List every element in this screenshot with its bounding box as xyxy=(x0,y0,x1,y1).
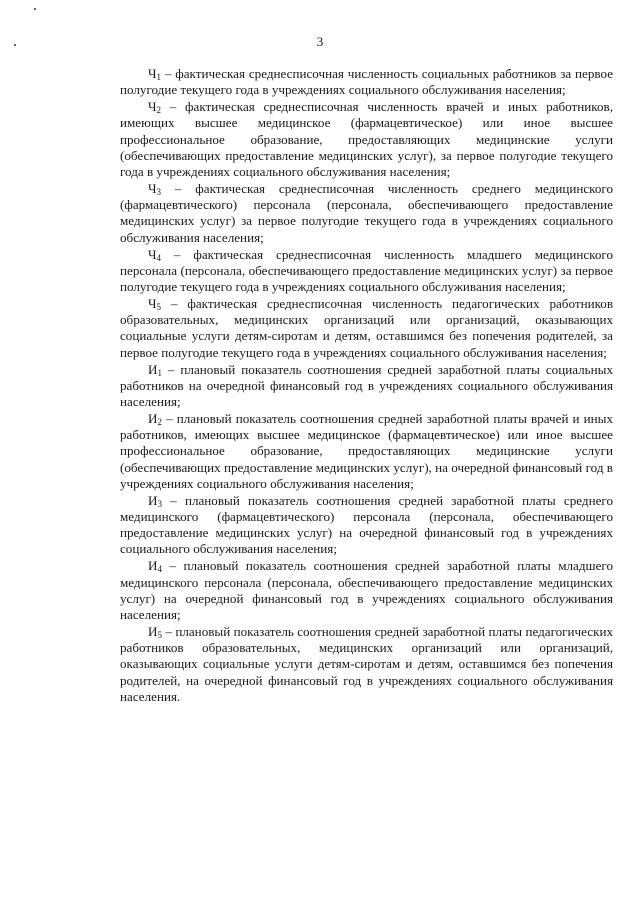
definition-text: фактическая среднесписочная численность младшего медицинского персонала (персонала, обеспечивающего предоставление медицинских услуг) за первое полугодие текущего года в учреждениях социального обслуживания населения; xyxy=(120,246,613,295)
definition-text: фактическая среднесписочная численность врачей и иных работников, имеющих высшее медицинское (фармацевтическое) или иное высшее профессиональное образование, предоставляющих медицинские услуги (обеспечивающих предоставление медицинских услуг), за первое полугодие текущего года в учреждениях социального обслуживания населения; xyxy=(120,99,613,180)
definition-text: плановый показатель соотношения средней заработной платы социальных работников на очередной финансовый год в учреждениях социального обслуживания населения; xyxy=(120,361,614,410)
page-number: 3 xyxy=(316,34,324,49)
symbol: $Ч_1$ xyxy=(148,66,162,82)
symbol: $И_2$ xyxy=(148,411,162,428)
symbol: $Ч_3$ xyxy=(148,181,162,198)
definition-ch2: $Ч_2$ – фактическая среднесписочная численность врачей и иных работников, имеющих высшее медицинское (фармацевтическое) или иное высшее профессиональное образование, предоставляющих медицинские услуги (обеспечивающих предоставление медицинских услуг), за первое полугодие текущего года в учреждениях социального обслуживания населения; xyxy=(120,99,613,180)
symbol: $Ч_2$ xyxy=(148,99,162,116)
definition-i1: $И_1$ – плановый показатель соотношения средней заработной платы социальных работников на очередной финансовый год в учреждениях социального обслуживания населения; xyxy=(120,361,614,410)
definition-text: фактическая среднесписочная численность педагогических работников образовательных, медицинских организаций или организаций, оказывающих социальные услуги детям-сиротам и детям, оставшимся без попечения родителей, за первое полугодие текущего года в учреждениях социального обслуживания населения; xyxy=(120,296,614,360)
definition-text: плановый показатель соотношения средней заработной платы врачей и иных работников, имеющих высшее медицинское (фармацевтическое) или иное высшее профессиональное образование, предоставляющих медицинские услуги (обеспечивающих предоставление медицинских услуг), на очередной финансовый год в учреждениях социального обслуживания населения; xyxy=(120,411,614,491)
symbol: $Ч_5$ xyxy=(148,296,162,313)
definition-text: фактическая среднесписочная численность среднего медицинского (фармацевтического) персонала (персонала, обеспечивающего предоставление медицинских услуг) за первое полугодие текущего года в учреждениях социального обслуживания населения; xyxy=(120,181,614,245)
scan-speck xyxy=(34,8,36,10)
document-body xyxy=(120,66,613,706)
symbol: $И_4$ xyxy=(148,558,162,575)
definition-ch5: $Ч_5$ – фактическая среднесписочная численность педагогических работников образовательных, медицинских организаций или организаций, оказывающих социальные услуги детям-сиротам и детям, оставшимся без попечения родителей, за первое полугодие текущего года в учреждениях социального обслуживания населения; xyxy=(120,296,614,360)
definition-ch3: $Ч_3$ – фактическая среднесписочная численность среднего медицинского (фармацевтического) персонала (персонала, обеспечивающего предоставление медицинских услуг) за первое полугодие текущего года в учреждениях социального обслуживания населения; xyxy=(120,181,614,245)
definition-ch1: $Ч_1$ – фактическая среднесписочная численность социальных работников за первое полугодие текущего года в учреждениях социального обслуживания населения; xyxy=(120,66,614,98)
definition-i3: $И_3$ – плановый показатель соотношения средней заработной платы среднего медицинского (фармацевтического) персонала (персонала, обеспечивающего предоставление медицинских услуг) на очередной финансовый год в учреждениях социального обслуживания населения; xyxy=(120,492,613,557)
symbol: $И_1$ xyxy=(148,361,162,378)
definition-i5: $И_5$ – плановый показатель соотношения средней заработной платы педагогических работников образовательных, медицинских организаций или организаций, оказывающих социальные услуги детям-сиротам и детям, оставшимся без попечения родителей, на очередной финансовый год в учреждениях социального обслуживания населения. xyxy=(120,624,613,704)
definition-i4: $И_4$ – плановый показатель соотношения средней заработной платы младшего медицинского персонала (персонала, обеспечивающего предоставление медицинских услуг) на очередной финансовый год в учреждениях социального обслуживания населения; xyxy=(120,558,613,623)
definition-text: фактическая среднесписочная численность социальных работников за первое полугодие текущего года в учреждениях социального обслуживания населения; xyxy=(120,66,614,98)
definition-text: плановый показатель соотношения средней заработной платы младшего медицинского персонала (персонала, обеспечивающего предоставление медицинских услуг) на очередной финансовый год в учреждениях социального обслуживания населения; xyxy=(120,558,613,623)
symbol: $И_3$ xyxy=(148,492,162,509)
symbol: $И_5$ xyxy=(148,624,162,641)
symbol: $Ч_4$ xyxy=(148,246,162,263)
definition-ch4: $Ч_4$ – фактическая среднесписочная численность младшего медицинского персонала (персонала, обеспечивающего предоставление медицинских услуг) за первое полугодие текущего года в учреждениях социального обслуживания населения; xyxy=(120,246,613,295)
definition-text: плановый показатель соотношения средней заработной платы среднего медицинского (фармацевтического) персонала (персонала, обеспечивающего предоставление медицинских услуг) на очередной финансовый год в учреждениях социального обслуживания населения; xyxy=(120,492,613,557)
definition-i2: $И_2$ – плановый показатель соотношения средней заработной платы врачей и иных работников, имеющих высшее медицинское (фармацевтическое) или иное высшее профессиональное образование, предоставляющих медицинские услуги (обеспечивающих предоставление медицинских услуг), на очередной финансовый год в учреждениях социального обслуживания населения; xyxy=(120,411,614,491)
definition-text: плановый показатель соотношения средней заработной платы педагогических работников образовательных, медицинских организаций или организаций, оказывающих социальные услуги детям-сиротам и детям, оставшимся без попечения родителей, на очередной финансовый год в учреждениях социального обслуживания населения. xyxy=(120,624,613,704)
